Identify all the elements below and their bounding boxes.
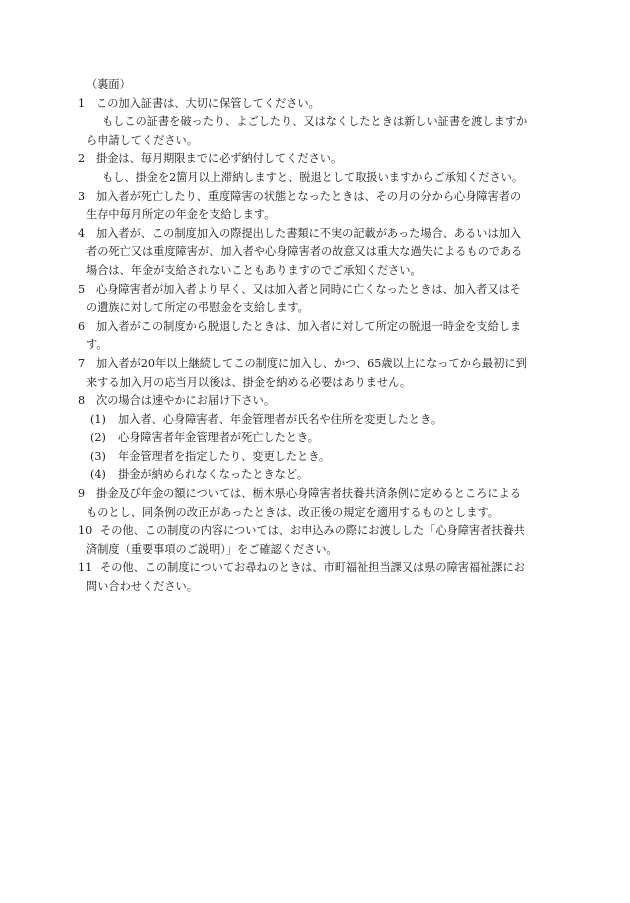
notice-item-number: 8: [78, 394, 86, 408]
notice-item-text: ものとし、同条例の改正があったときは、改正後の規定を適用するものとします。: [86, 505, 499, 519]
notice-sub-item: [78, 466, 550, 485]
notice-item-text: 問い合わせください。: [86, 580, 198, 594]
notice-sub-item-text: 掛金が納められなくなったときなど。: [118, 468, 309, 482]
notice-item-number: 1: [78, 96, 86, 110]
notice-item-text: その他、この制度についてお尋ねのときは、市町福祉担当課又は県の障害福祉課にお: [100, 561, 525, 575]
notice-item-text: 生存中毎月所定の年金を支給します。: [86, 208, 276, 222]
notice-sub-item: [78, 411, 550, 430]
notice-item-continuation-line: [78, 541, 550, 560]
notice-item-first-line: [78, 559, 550, 578]
notice-item: [78, 188, 550, 225]
notice-item-first-line: [78, 392, 550, 411]
notice-item-continuation-line: [78, 262, 550, 281]
notice-item-continuation-line: [78, 206, 550, 225]
notice-item-continuation-line: [78, 299, 550, 318]
notice-item-first-line: [78, 95, 550, 114]
notice-list: [78, 95, 550, 597]
notice-item-text: す。: [86, 338, 108, 352]
notice-item-text: この加入証書は、大切に保管してください。: [96, 96, 320, 110]
notice-item-text: 掛金は、毎月期限までに必ず納付してください。: [96, 152, 343, 166]
page-side-heading: （裏面）: [86, 78, 131, 91]
notice-item-text: 心身障害者が加入者より早く、又は加入者と同時に亡くなったときは、加入者又はそ: [96, 282, 521, 296]
notice-item-first-line: [78, 522, 550, 541]
notice-item: [78, 522, 550, 559]
notice-item-text: 次の場合は速やかにお届け下さい。: [96, 394, 276, 408]
notice-sub-item-number: (3): [90, 449, 106, 463]
notice-item-first-line: [78, 188, 550, 207]
notice-item-text: 加入者がこの制度から脱退したときは、加入者に対して所定の脱退一時金を支給しま: [96, 319, 522, 333]
notice-item-text: 場合は、年金が支給されないこともありますのでご承知ください。: [86, 263, 422, 277]
notice-item-note-line: もしこの証書を破ったり、よごしたり、又はなくしたときは新しい証書を渡しますか: [102, 115, 528, 129]
notice-item: [78, 95, 550, 151]
notice-item-continuation-line: [78, 578, 550, 597]
notice-item-text: 加入者が、この制度加入の際提出した書類に不実の記載があった場合、あるいは加入: [96, 226, 522, 240]
notice-item-first-line: [78, 318, 550, 337]
notice-sub-item-text: 年金管理者を指定したり、変更したとき。: [118, 449, 331, 463]
notice-item-note-line: ら申請してください。: [86, 133, 198, 147]
notice-item-number: 2: [78, 152, 86, 166]
notice-item-text: の遺族に対して所定の弔慰金を支給します。: [86, 301, 309, 315]
notice-item-note-line: もし、掛金を2箇月以上滞納しますと、脱退として取扱いますからご承知ください。: [102, 170, 524, 184]
notice-sub-item: [78, 448, 550, 467]
notice-item-text: 掛金及び年金の額については、栃木県心身障害者扶養共済条例に定めるところによる: [96, 487, 521, 501]
notice-item-number: 6: [78, 319, 86, 333]
notice-item: [78, 281, 550, 318]
notice-item-text: その他、この制度の内容については、お申込みの際にお渡しした「心身障害者扶養共: [100, 524, 525, 538]
notice-item-continuation-line: [78, 336, 550, 355]
notice-sub-item-number: (4): [90, 468, 106, 482]
notice-sub-item-text: 加入者、心身障害者、年金管理者が氏名や住所を変更したとき。: [118, 412, 442, 426]
notice-sub-item-text: 心身障害者年金管理者が死亡したとき。: [118, 431, 319, 445]
notice-item-number: 3: [78, 189, 86, 203]
notice-item-number: 9: [78, 487, 86, 501]
notice-item-first-line: [78, 355, 550, 374]
notice-item-number: 7: [78, 356, 86, 370]
notice-item-number: 11: [78, 561, 93, 575]
notice-item-text: 来する加入月の応当月以後は、掛金を納める必要はありません。: [86, 375, 412, 389]
notice-sub-item-number: (1): [90, 412, 106, 426]
notice-item-text: 加入者が20年以上継続してこの制度に加入し、かつ、65歳以上になってから最初に到: [96, 356, 527, 370]
notice-item-number: 4: [78, 226, 86, 240]
notice-item-first-line: [78, 485, 550, 504]
notice-item-number: 5: [78, 282, 86, 296]
document-content: [78, 76, 550, 597]
notice-sub-item: [78, 429, 550, 448]
notice-item: [78, 225, 550, 281]
notice-item: [78, 392, 550, 485]
notice-item: [78, 318, 550, 355]
notice-item: [78, 559, 550, 596]
notice-sub-item-number: (2): [90, 431, 106, 445]
notice-item-first-line: [78, 225, 550, 244]
notice-item-continuation-line: [78, 243, 550, 262]
notice-item-continuation-line: [78, 374, 550, 393]
notice-item-text: 済制度（重要事項のご説明）」をご確認ください。: [86, 542, 338, 556]
notice-item-number: 10: [78, 524, 93, 538]
notice-item: [78, 485, 550, 522]
notice-item: [78, 150, 550, 187]
notice-item: [78, 355, 550, 392]
notice-item-text: 加入者が死亡したり、重度障害の状態となったときは、その月の分から心身障害者の: [96, 189, 522, 203]
notice-item-first-line: [78, 150, 550, 169]
notice-item-first-line: [78, 281, 550, 300]
notice-item-continuation-line: [78, 504, 550, 523]
notice-item-text: 者の死亡又は重度障害が、加入者や心身障害者の故意又は重大な過失によるものである: [86, 245, 523, 259]
